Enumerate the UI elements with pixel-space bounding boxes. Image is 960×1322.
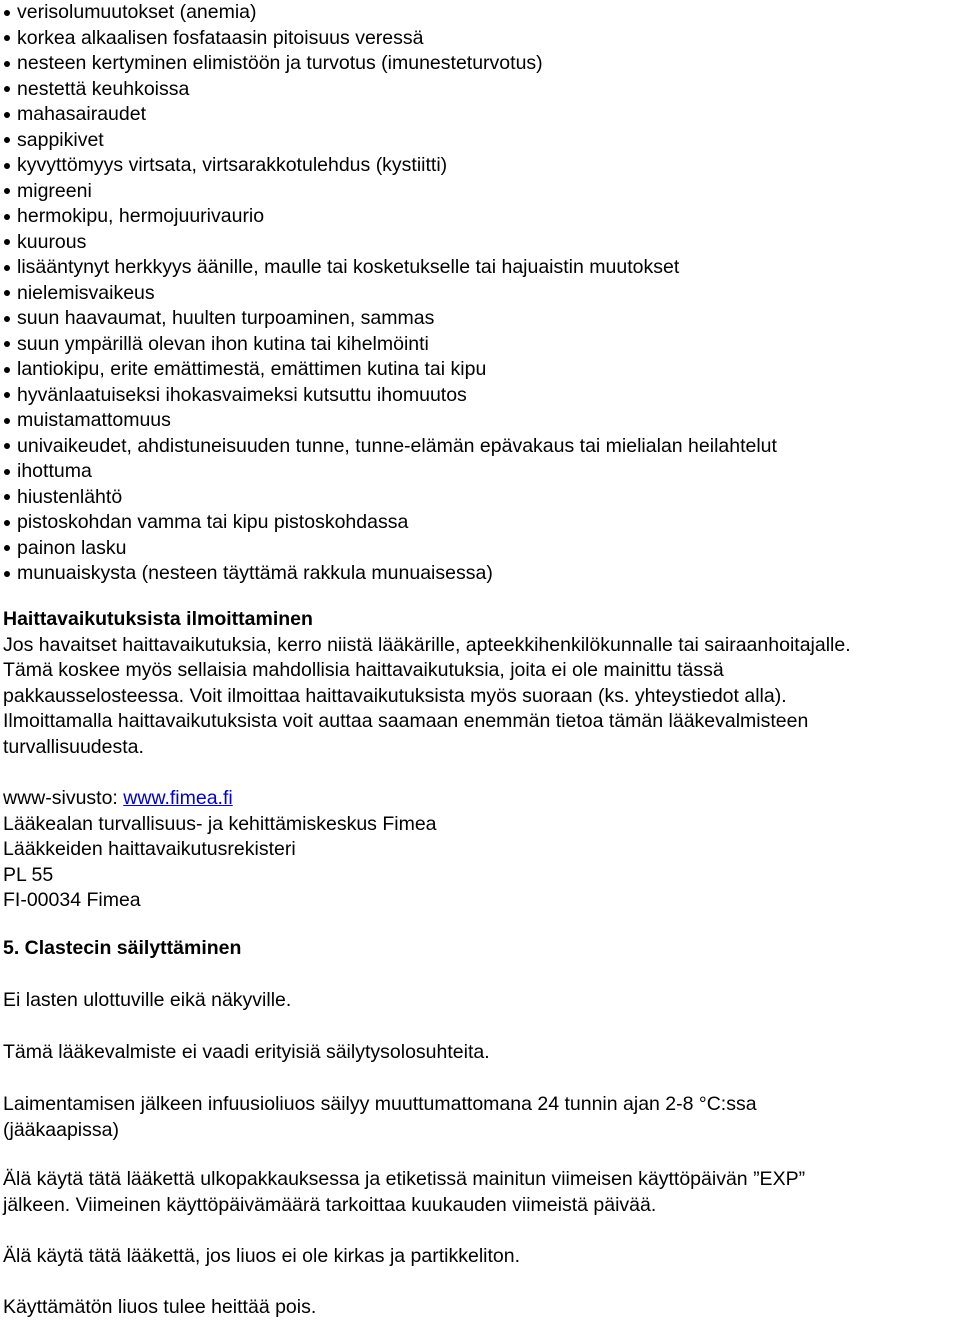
bullet-icon bbox=[4, 341, 10, 347]
list-item: suun haavaumat, huulten turpoaminen, sammas bbox=[3, 306, 953, 332]
list-item: hiustenlähtö bbox=[3, 485, 953, 511]
reporting-line: pakkausselosteessa. Voit ilmoittaa haittavaikutuksista myös suoraan (ks. yhteystiedot alla). bbox=[3, 684, 787, 707]
storage-paragraph: Älä käytä tätä lääkettä, jos liuos ei ole kirkas ja partikkeliton. bbox=[3, 1245, 521, 1267]
address-line: PL 55 bbox=[3, 863, 54, 886]
address-line: FI-00034 Fimea bbox=[3, 889, 141, 911]
reporting-line: Jos havaitset haittavaikutuksia, kerro niistä lääkärille, apteekkihenkilökunnalle tai sairaanhoitajalle. bbox=[3, 633, 851, 656]
bullet-icon bbox=[4, 214, 10, 220]
website-line bbox=[3, 786, 958, 812]
bullet-icon bbox=[4, 86, 10, 92]
list-item: hermokipu, hermojuurivaurio bbox=[3, 204, 953, 230]
website-label: www-sivusto: bbox=[3, 787, 124, 809]
reporting-line: turvallisuudesta. bbox=[3, 735, 144, 758]
list-item: verisolumuutokset (anemia) bbox=[3, 0, 953, 26]
list-item: kuurous bbox=[3, 230, 953, 256]
list-item: munuaiskysta (nesteen täyttämä rakkula munuaisessa) bbox=[3, 561, 953, 587]
bullet-icon bbox=[4, 392, 10, 398]
bullet-icon bbox=[4, 137, 10, 143]
list-item: nielemisvaikeus bbox=[3, 281, 953, 307]
list-item: pistoskohdan vamma tai kipu pistoskohdassa bbox=[3, 510, 953, 536]
list-item: hyvänlaatuiseksi ihokasvaimeksi kutsuttu ihomuutos bbox=[3, 383, 953, 409]
reporting-line: Tämä koskee myös sellaisia mahdollisia haittavaikutuksia, joita ei ole mainittu tässä bbox=[3, 659, 724, 681]
bullet-icon bbox=[4, 494, 10, 500]
reporting-section bbox=[3, 607, 958, 760]
side-effects-list bbox=[3, 0, 953, 587]
reporting-heading: Haittavaikutuksista ilmoittaminen bbox=[3, 608, 313, 630]
list-item: univaikeudet, ahdistuneisuuden tunne, tunne-elämän epävakaus tai mielialan heilahtelut bbox=[3, 434, 953, 460]
storage-paragraph: Käyttämätön liuos tulee heittää pois. bbox=[3, 1296, 317, 1318]
storage-section bbox=[3, 936, 958, 962]
bullet-icon bbox=[4, 35, 10, 41]
storage-paragraph: Laimentamisen jälkeen infuusioliuos säilyy muuttumattomana 24 tunnin ajan 2-8 °C:ssa (jääkaapissa) bbox=[3, 1093, 757, 1141]
list-item: painon lasku bbox=[3, 536, 953, 562]
list-item: lisääntynyt herkkyys äänille, maulle tai kosketukselle tai hajuaistin muutokset bbox=[3, 255, 953, 281]
list-item: sappikivet bbox=[3, 128, 953, 154]
list-item: nesteen kertyminen elimistöön ja turvotus (imunesteturvotus) bbox=[3, 51, 953, 77]
list-item: nestettä keuhkoissa bbox=[3, 77, 953, 103]
storage-paragraph: Älä käytä tätä lääkettä ulkopakkauksessa ja etiketissä mainitun viimeisen käyttöpäivän ”EXP” jälkeen. Viimeinen käyttöpäivämäärä tarkoittaa kuukauden viimeistä päivää. bbox=[3, 1168, 806, 1216]
bullet-icon bbox=[4, 571, 10, 577]
fimea-website-link[interactable]: www.fimea.fi bbox=[123, 787, 233, 809]
bullet-icon bbox=[4, 290, 10, 296]
bullet-icon bbox=[4, 188, 10, 194]
list-item: korkea alkaalisen fosfataasin pitoisuus veressä bbox=[3, 26, 953, 52]
bullet-icon bbox=[4, 265, 10, 271]
list-item: lantiokipu, erite emättimestä, emättimen kutina tai kipu bbox=[3, 357, 953, 383]
storage-paragraph: Tämä lääkevalmiste ei vaadi erityisiä säilytysolosuhteita. bbox=[3, 1041, 490, 1063]
list-item: suun ympärillä olevan ihon kutina tai kihelmöinti bbox=[3, 332, 953, 358]
bullet-icon bbox=[4, 112, 10, 118]
bullet-icon bbox=[4, 545, 10, 551]
bullet-icon bbox=[4, 61, 10, 67]
bullet-icon bbox=[4, 443, 10, 449]
list-item: kyvyttömyys virtsata, virtsarakkotulehdus (kystiitti) bbox=[3, 153, 953, 179]
bullet-icon bbox=[4, 367, 10, 373]
contact-section bbox=[3, 786, 958, 914]
storage-paragraph: Ei lasten ulottuville eikä näkyville. bbox=[3, 989, 292, 1011]
bullet-icon bbox=[4, 520, 10, 526]
bullet-icon bbox=[4, 418, 10, 424]
bullet-icon bbox=[4, 239, 10, 245]
list-item: migreeni bbox=[3, 179, 953, 205]
list-item: ihottuma bbox=[3, 459, 953, 485]
reporting-line: Ilmoittamalla haittavaikutuksista voit auttaa saamaan enemmän tietoa tämän lääkevalmisteen bbox=[3, 710, 809, 732]
list-item: mahasairaudet bbox=[3, 102, 953, 128]
address-line: Lääkkeiden haittavaikutusrekisteri bbox=[3, 838, 296, 860]
bullet-icon bbox=[4, 163, 10, 169]
bullet-icon bbox=[4, 469, 10, 475]
bullet-icon bbox=[4, 10, 10, 16]
address-line: Lääkealan turvallisuus- ja kehittämiskeskus Fimea bbox=[3, 812, 437, 835]
list-item: muistamattomuus bbox=[3, 408, 953, 434]
storage-heading: 5. Clastecin säilyttäminen bbox=[3, 937, 242, 959]
bullet-icon bbox=[4, 316, 10, 322]
